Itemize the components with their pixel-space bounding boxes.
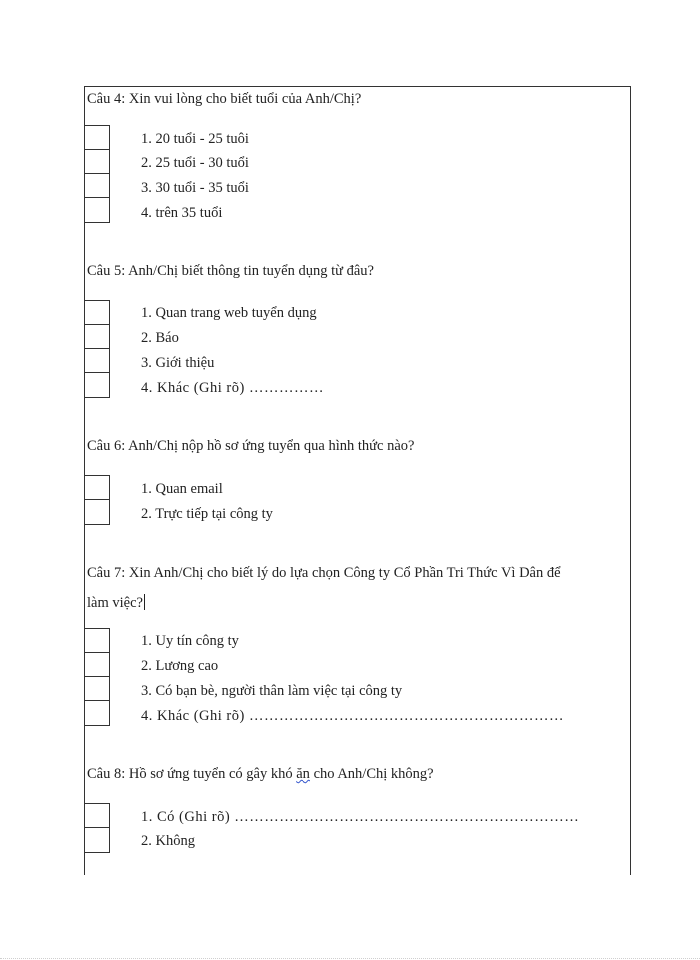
option-label: 4. Khác (Ghi rõ) ……………………………………………………… bbox=[141, 708, 564, 724]
option-label: 4. trên 35 tuổi bbox=[141, 205, 223, 221]
checkbox-group-q4 bbox=[85, 125, 110, 223]
checkbox-group-q7 bbox=[85, 628, 110, 726]
checkbox[interactable] bbox=[85, 701, 109, 725]
checkbox[interactable] bbox=[85, 500, 109, 524]
option-label: 1. Có (Ghi rõ) …………………………………………………………… bbox=[141, 809, 580, 825]
text-cursor bbox=[144, 594, 145, 610]
option-label: 1. 20 tuổi - 25 tuôi bbox=[141, 131, 249, 147]
checkbox[interactable] bbox=[85, 301, 109, 325]
option-label: 2. 25 tuổi - 30 tuổi bbox=[141, 155, 249, 171]
checkbox[interactable] bbox=[85, 629, 109, 653]
option-label: 3. 30 tuổi - 35 tuổi bbox=[141, 180, 249, 196]
checkbox-group-q5 bbox=[85, 300, 110, 398]
option-label: 2. Trực tiếp tại công ty bbox=[141, 506, 273, 522]
option-label: 1. Quan email bbox=[141, 481, 223, 497]
checkbox[interactable] bbox=[85, 150, 109, 174]
checkbox[interactable] bbox=[85, 677, 109, 701]
option-label: 3. Có bạn bè, người thân làm việc tại công ty bbox=[141, 683, 403, 699]
option-label: 2. Lương cao bbox=[141, 658, 219, 674]
checkbox[interactable] bbox=[85, 198, 109, 222]
question-text-line-2 bbox=[87, 594, 145, 612]
checkbox[interactable] bbox=[85, 373, 109, 397]
option-label: 2. Báo bbox=[141, 330, 179, 346]
page-break-divider bbox=[0, 958, 700, 959]
question-text bbox=[87, 766, 434, 783]
checkbox[interactable] bbox=[85, 804, 109, 828]
option-label: 2. Không bbox=[141, 833, 195, 849]
question-text: Câu 6: Anh/Chị nộp hồ sơ ứng tuyển qua hình thức nào? bbox=[87, 438, 415, 454]
option-label: 3. Giới thiệu bbox=[141, 355, 215, 371]
checkbox[interactable] bbox=[85, 349, 109, 373]
option-label: 1. Uy tín công ty bbox=[141, 633, 239, 649]
checkbox[interactable] bbox=[85, 126, 109, 150]
questionnaire-frame bbox=[84, 86, 631, 875]
checkbox[interactable] bbox=[85, 476, 109, 500]
checkbox-group-q8 bbox=[85, 803, 110, 853]
checkbox[interactable] bbox=[85, 653, 109, 677]
question-text-part: Câu 8: Hồ sơ ứng tuyển có gây khó bbox=[87, 766, 297, 782]
checkbox[interactable] bbox=[85, 828, 109, 852]
option-label: 4. Khác (Ghi rõ) …………… bbox=[141, 380, 324, 396]
question-text: Câu 4: Xin vui lòng cho biết tuổi của Anh/Chị? bbox=[87, 91, 362, 107]
checkbox-group-q6 bbox=[85, 475, 110, 525]
question-text: làm việc? bbox=[87, 595, 143, 611]
checkbox[interactable] bbox=[85, 325, 109, 349]
spellcheck-flagged-word: ăn bbox=[296, 766, 310, 782]
question-text: Câu 5: Anh/Chị biết thông tin tuyển dụng từ đâu? bbox=[87, 263, 374, 279]
checkbox[interactable] bbox=[85, 174, 109, 198]
option-label: 1. Quan trang web tuyển dụng bbox=[141, 305, 317, 321]
question-text-part: cho Anh/Chị không? bbox=[309, 766, 434, 782]
question-text-line-1: Câu 7: Xin Anh/Chị cho biết lý do lựa chọn Công ty Cổ Phần Tri Thức Vì Dân để bbox=[87, 565, 561, 581]
